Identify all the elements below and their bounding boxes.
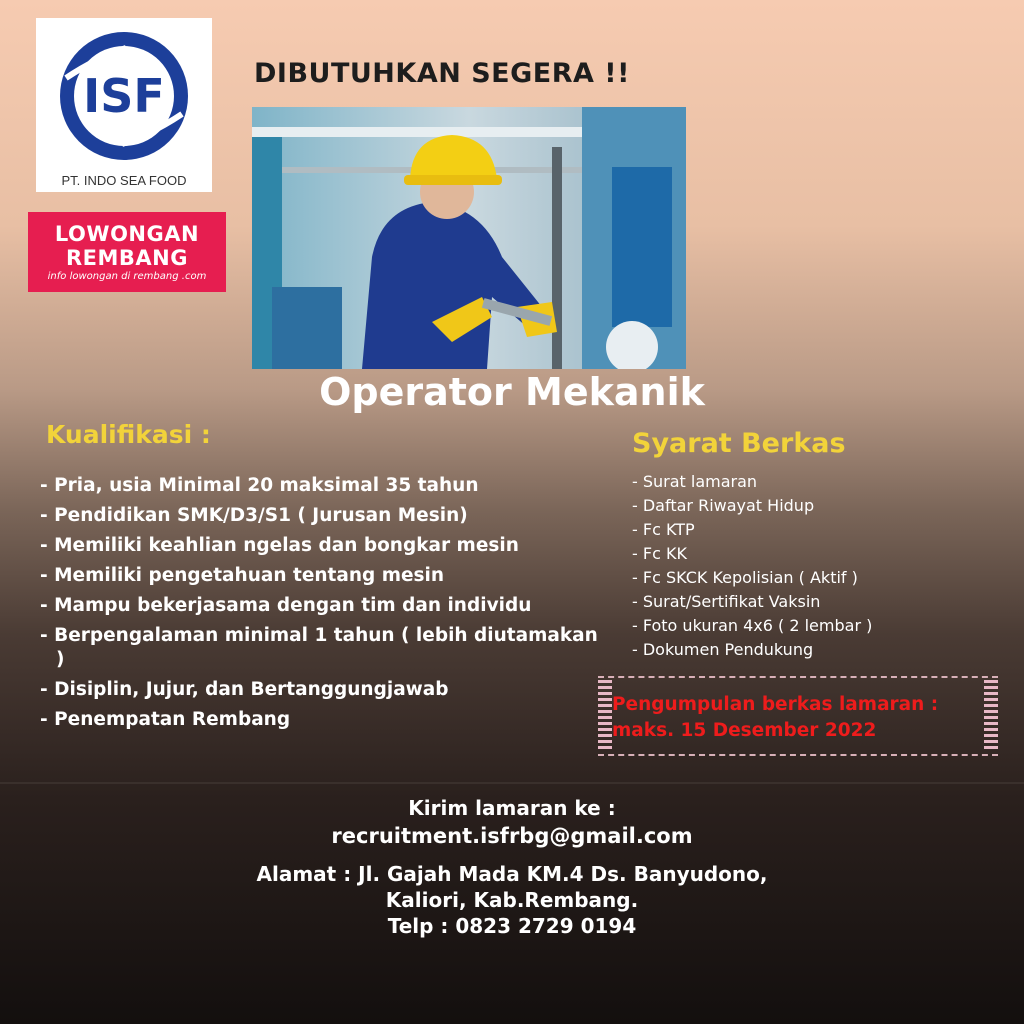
qualifications-list <box>40 474 600 738</box>
logo-text: ISF <box>83 69 165 123</box>
partner-logo-domain: .com <box>181 271 207 282</box>
partner-logo-tagline-text: info lowongan di rembang <box>47 271 179 282</box>
qualification-item: - Mampu bekerjasama dengan tim dan individu <box>40 595 532 616</box>
deadline-line1: Pengumpulan berkas lamaran : <box>612 694 939 715</box>
qualifications-heading: Kualifikasi : <box>46 420 211 449</box>
isf-emblem-icon <box>56 28 192 164</box>
contact-email: recruitment.isfrbg@gmail.com <box>331 824 693 848</box>
headline: DIBUTUHKAN SEGERA !! <box>254 58 630 89</box>
worker-photo <box>252 107 686 369</box>
requirement-item: - Foto ukuran 4x6 ( 2 lembar ) <box>632 616 873 635</box>
requirement-item: - Dokumen Pendukung <box>632 640 814 659</box>
partner-logo-line2: REMBANG <box>66 246 188 270</box>
address-line1: Alamat : Jl. Gajah Mada KM.4 Ds. Banyudono, <box>256 862 768 886</box>
requirement-item: - Fc SKCK Kepolisian ( Aktif ) <box>632 568 858 587</box>
qualification-item: - Pria, usia Minimal 20 maksimal 35 tahun <box>40 475 479 496</box>
requirements-heading: Syarat Berkas <box>632 428 846 459</box>
requirements-list <box>632 470 992 662</box>
contact-phone: Telp : 0823 2729 0194 <box>387 914 637 938</box>
deadline-border-decoration <box>598 680 612 752</box>
partner-logo <box>28 212 226 292</box>
qualification-item: - Berpengalaman minimal 1 tahun ( lebih diutamakan ) <box>40 625 598 670</box>
contact-footer <box>0 782 1024 1024</box>
job-title: Operator Mekanik <box>319 370 705 414</box>
qualification-item: - Penempatan Rembang <box>40 709 291 730</box>
requirement-item: - Fc KK <box>632 544 687 563</box>
requirement-item: - Fc KTP <box>632 520 695 539</box>
partner-logo-line1: LOWONGAN <box>54 222 200 246</box>
partner-logo-tagline <box>28 270 226 284</box>
requirement-item: - Surat lamaran <box>632 472 758 491</box>
requirement-item: - Daftar Riwayat Hidup <box>632 496 815 515</box>
qualification-item: - Disiplin, Jujur, dan Bertanggungjawab <box>40 679 449 700</box>
qualification-item: - Pendidikan SMK/D3/S1 ( Jurusan Mesin) <box>40 505 468 526</box>
logo-caption: PT. INDO SEA FOOD <box>61 173 187 188</box>
deadline-line2: maks. 15 Desember 2022 <box>612 720 877 741</box>
address-line2: Kaliori, Kab.Rembang. <box>385 888 639 912</box>
company-logo <box>36 18 212 192</box>
deadline-border-decoration <box>984 680 998 752</box>
send-application-label: Kirim lamaran ke : <box>408 796 616 820</box>
deadline-box <box>598 676 998 756</box>
qualification-item: - Memiliki pengetahuan tentang mesin <box>40 565 445 586</box>
requirement-item: - Surat/Sertifikat Vaksin <box>632 592 821 611</box>
qualification-item: - Memiliki keahlian ngelas dan bongkar mesin <box>40 535 519 556</box>
footer-divider <box>0 782 1024 784</box>
